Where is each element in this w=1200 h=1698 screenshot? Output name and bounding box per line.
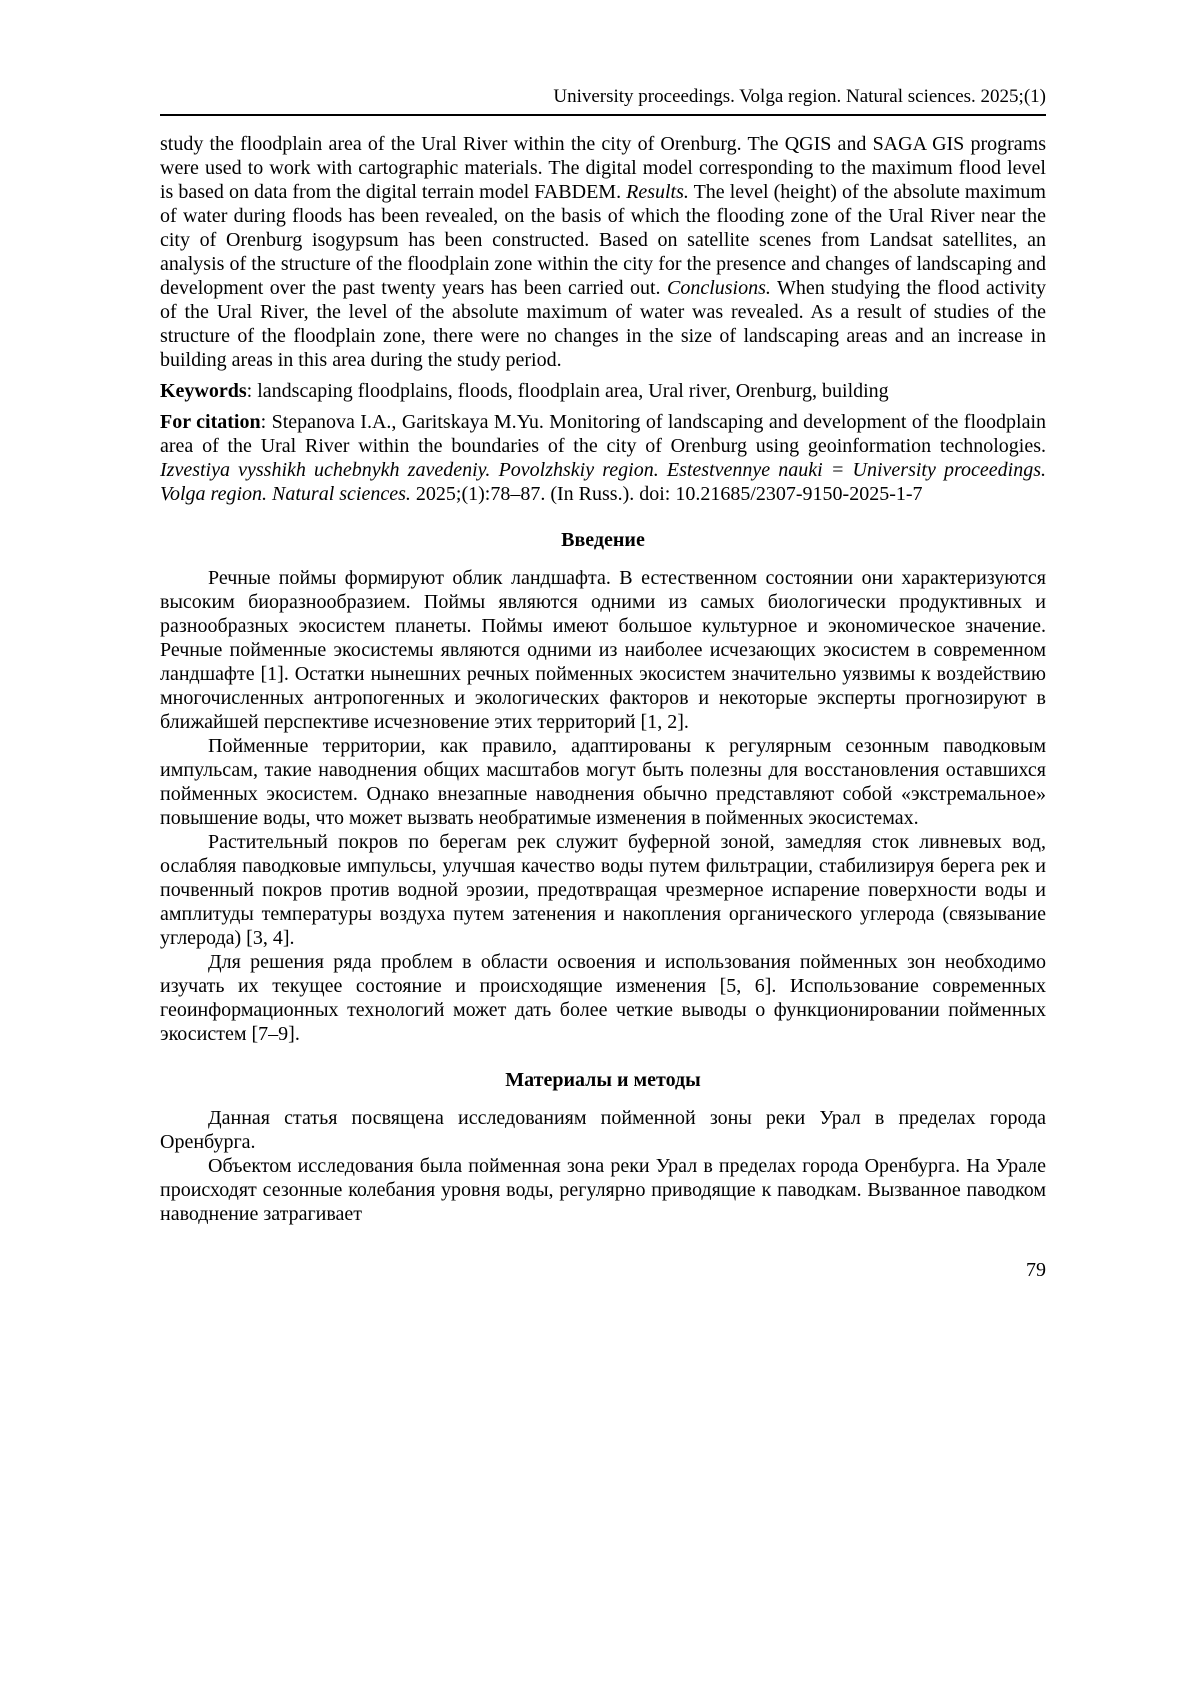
methods-paragraph: Объектом исследования была пойменная зона реки Урал в пределах города Оренбурга. На Урале происходят сезонные колебания уровня воды, регулярно приводящие к паводкам. Вызванное паводком наводнение затрагивает xyxy=(160,1155,1046,1225)
page-number: 79 xyxy=(1026,1259,1046,1281)
section-heading-introduction: Введение xyxy=(561,529,645,551)
abstract-continuation: study the floodplain area of the Ural River within the city of Orenburg. The QGIS and SAGA GIS programs were used to work with cartographic materials. The digital model corresponding to the maximum flood level is based on data from the digital terrain model FABDEM. Results. The level (height) of the absolute maximum of water during floods has been revealed, on the basis of which the flooding zone of the Ural River near the city of Orenburg isogypsum has been constructed. Based on satellite scenes from Landsat satellites, an analysis of the structure of the floodplain zone within the city for the presence and changes of landscaping and development over the past twenty years has been carried out. Conclusions. When studying the flood activity of the Ural River, the level of the absolute maximum of water was revealed. As a result of studies of the structure of the floodplain zone, there were no changes in the size of landscaping areas and an increase in building areas in this area during the study period. xyxy=(160,133,1046,371)
intro-paragraph: Растительный покров по берегам рек служит буферной зоной, замедляя сток ливневых вод, ослабляя паводковые импульсы, улучшая качество воды путем фильтрации, стабилизируя берега рек и почвенный покров против водной эрозии, предотвращая чрезмерное испарение поверхности воды и амплитуды температуры воздуха путем затенения и накопления органического углерода (связывание углерода) [3, 4]. xyxy=(160,831,1046,949)
intro-paragraph: Для решения ряда проблем в области освоения и использования пойменных зон необходимо изучать их текущее состояние и происходящие изменения [5, 6]. Использование современных геоинформационных технологий может дать более четкие выводы о функционировании пойменных экосистем [7–9]. xyxy=(160,951,1046,1045)
methods-paragraph: Данная статья посвящена исследованиям пойменной зоны реки Урал в пределах города Оренбурга. xyxy=(160,1107,1046,1153)
running-head-text: University proceedings. Volga region. Natural sciences. 2025;(1) xyxy=(553,86,1046,107)
page-content xyxy=(160,86,1046,1282)
section-heading-materials-methods: Материалы и методы xyxy=(505,1069,701,1091)
running-head xyxy=(160,86,1046,116)
intro-paragraph: Речные поймы формируют облик ландшафта. В естественном состоянии они характеризуются высоким биоразнообразием. Поймы являются одними из самых биологически продуктивных и разнообразных экосистем планеты. Поймы имеют большое культурное и экономическое значение. Речные пойменные экосистемы являются одними из наиболее исчезающих экосистем в современном ландшафте [1]. Остатки нынешних речных пойменных экосистем значительно уязвимы к воздействию многочисленных антропогенных и экологических факторов и некоторые эксперты прогнозируют в ближайшей перспективе исчезновение этих территорий [1, 2]. xyxy=(160,567,1046,733)
keywords-paragraph: Keywords: landscaping floodplains, floods, floodplain area, Ural river, Orenburg, building xyxy=(160,380,889,402)
citation-paragraph: For citation: Stepanova I.A., Garitskaya M.Yu. Monitoring of landscaping and development of the floodplain area of the Ural River within the boundaries of the city of Orenburg using geoinformation technologies. Izvestiya vysshikh uchebnykh zavedeniy. Povolzhskiy region. Estestvennye nauki = University proceedings. Volga region. Natural sciences. 2025;(1):78–87. (In Russ.). doi: 10.21685/2307-9150-2025-1-7 xyxy=(160,411,1047,505)
intro-paragraph: Пойменные территории, как правило, адаптированы к регулярным сезонным паводковым импульсам, такие наводнения общих масштабов могут быть полезны для восстановления оставшихся пойменных экосистем. Однако внезапные наводнения обычно представляют собой «экстремальное» повышение воды, что может вызвать необратимые изменения в пойменных экосистемах. xyxy=(160,735,1046,829)
